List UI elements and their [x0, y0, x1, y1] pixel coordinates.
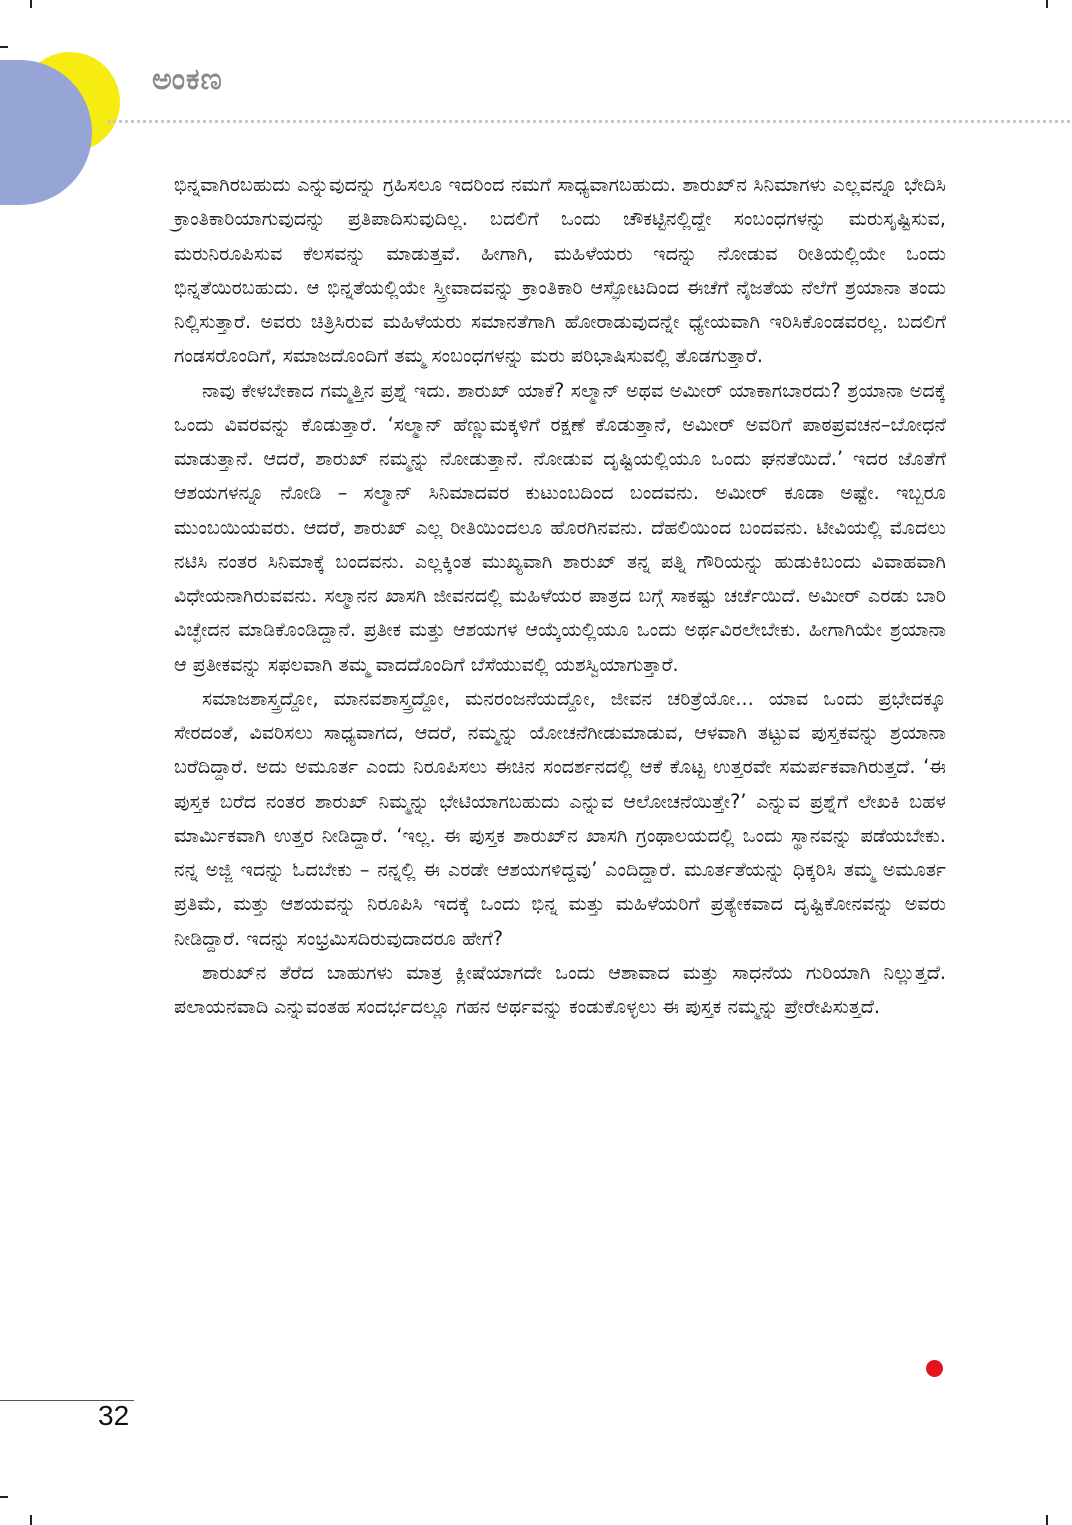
crop-mark-bottom-right [1046, 1515, 1048, 1525]
article-body [174, 168, 946, 1024]
article-paragraph: ನಾವು ಕೇಳಬೇಕಾದ ಗಮ್ಮತ್ತಿನ ಪ್ರಶ್ನೆ ಇದು. ಶಾರುಖ್ ಯಾಕೆ? ಸಲ್ಮಾನ್ ಅಥವ ಅಮೀರ್ ಯಾಕಾಗಬಾರದು? ಶ್ರಯಾನಾ ಅದಕ್ಕೆ ಒಂದು ವಿವರವನ್ನು ಕೊಡುತ್ತಾರೆ. ‘ಸಲ್ಮಾನ್ ಹೆಣ್ಣುಮಕ್ಕಳಿಗೆ ರಕ್ಷಣೆ ಕೊಡುತ್ತಾನೆ, ಅಮೀರ್ ಅವರಿಗೆ ಪಾಠಪ್ರವಚನ–ಬೋಧನೆ ಮಾಡುತ್ತಾನೆ. ಆದರೆ, ಶಾರುಖ್ ನಮ್ಮನ್ನು ನೋಡುತ್ತಾನೆ. ನೋಡುವ ದೃಷ್ಟಿಯಲ್ಲಿಯೂ ಒಂದು ಘನತೆಯಿದೆ.’ ಇದರ ಜೊತೆಗೆ ಆಶಯಗಳನ್ನೂ ನೋಡಿ – ಸಲ್ಮಾನ್ ಸಿನಿಮಾದವರ ಕುಟುಂಬದಿಂದ ಬಂದವನು. ಅಮೀರ್ ಕೂಡಾ ಅಷ್ಟೇ. ಇಬ್ಬರೂ ಮುಂಬಯಿಯವರು. ಆದರೆ, ಶಾರುಖ್ ಎಲ್ಲ ರೀತಿಯಿಂದಲೂ ಹೊರಗಿನವನು. ದೆಹಲಿಯಿಂದ ಬಂದವನು. ಟೀವಿಯಲ್ಲಿ ಮೊದಲು ನಟಿಸಿ ನಂತರ ಸಿನಿಮಾಕ್ಕೆ ಬಂದವನು. ಎಲ್ಲಕ್ಕಿಂತ ಮುಖ್ಯವಾಗಿ ಶಾರುಖ್ ತನ್ನ ಪತ್ನಿ ಗೌರಿಯನ್ನು ಹುಡುಕಿಬಂದು ವಿವಾಹವಾಗಿ ವಿಧೇಯನಾಗಿರುವವನು. ಸಲ್ಮಾನನ ಖಾಸಗಿ ಜೀವನದಲ್ಲಿ ಮಹಿಳೆಯರ ಪಾತ್ರದ ಬಗ್ಗೆ ಸಾಕಷ್ಟು ಚರ್ಚೆಯಿದೆ. ಅಮೀರ್ ಎರಡು ಬಾರಿ ವಿಚ್ಛೇದನ ಮಾಡಿಕೊಂಡಿದ್ದಾನೆ. ಪ್ರತೀಕ ಮತ್ತು ಆಶಯಗಳ ಆಯ್ಕೆಯಲ್ಲಿಯೂ ಒಂದು ಅರ್ಥವಿರಲೇಬೇಕು. ಹೀಗಾಗಿಯೇ ಶ್ರಯಾನಾ ಆ ಪ್ರತೀಕವನ್ನು ಸಫಲವಾಗಿ ತಮ್ಮ ವಾದದೊಂದಿಗೆ ಬೆಸೆಯುವಲ್ಲಿ ಯಶಸ್ವಿಯಾಗುತ್ತಾರೆ. [174, 378, 946, 676]
crop-mark-top-left-side [0, 46, 8, 48]
page-number: 32 [98, 1400, 130, 1431]
article-paragraph: ಭಿನ್ನವಾಗಿರಬಹುದು ಎನ್ನುವುದನ್ನು ಗ್ರಹಿಸಲೂ ಇದರಿಂದ ನಮಗೆ ಸಾಧ್ಯವಾಗಬಹುದು. ಶಾರುಖ್‌ನ ಸಿನಿಮಾಗಳು ಎಲ್ಲವನ್ನೂ ಭೇದಿಸಿ ಕ್ರಾಂತಿಕಾರಿಯಾಗುವುದನ್ನು ಪ್ರತಿಪಾದಿಸುವುದಿಲ್ಲ. ಬದಲಿಗೆ ಒಂದು ಚೌಕಟ್ಟಿನಲ್ಲಿದ್ದೇ ಸಂಬಂಧಗಳನ್ನು ಮರುಸೃಷ್ಟಿಸುವ, ಮರುನಿರೂಪಿಸುವ ಕೆಲಸವನ್ನು ಮಾಡುತ್ತವೆ. ಹೀಗಾಗಿ, ಮಹಿಳೆಯರು ಇದನ್ನು ನೋಡುವ ರೀತಿಯಲ್ಲಿಯೇ ಒಂದು ಭಿನ್ನತೆಯಿರಬಹುದು. ಆ ಭಿನ್ನತೆಯಲ್ಲಿಯೇ ಸ್ತ್ರೀವಾದವನ್ನು ಕ್ರಾಂತಿಕಾರಿ ಆಸ್ಫೋಟದಿಂದ ಈಚೆಗೆ ನೈಜತೆಯ ನೆಲೆಗೆ ಶ್ರಯಾನಾ ತಂದು ನಿಲ್ಲಿಸುತ್ತಾರೆ. ಅವರು ಚಿತ್ರಿಸಿರುವ ಮಹಿಳೆಯರು ಸಮಾನತೆಗಾಗಿ ಹೋರಾಡುವುದನ್ನೇ ಧ್ಯೇಯವಾಗಿ ಇರಿಸಿಕೊಂಡವರಲ್ಲ. ಬದಲಿಗೆ ಗಂಡಸರೊಂದಿಗೆ, ಸಮಾಜದೊಂದಿಗೆ ತಮ್ಮ ಸಂಬಂಧಗಳನ್ನು ಮರು ಪರಿಭಾಷಿಸುವಲ್ಲಿ ತೊಡಗುತ್ತಾರೆ. [174, 173, 946, 368]
crop-mark-top-right [1046, 0, 1048, 8]
crop-mark-top-left [30, 0, 32, 8]
header-dotted-divider [108, 120, 1070, 123]
crop-mark-bottom-left-side [0, 1496, 8, 1498]
crop-mark-bottom-left [30, 1515, 32, 1525]
section-title: ಅಂಕಣ [152, 62, 223, 97]
article-paragraph: ಸಮಾಜಶಾಸ್ತ್ರದ್ದೋ, ಮಾನವಶಾಸ್ತ್ರದ್ದೋ, ಮನರಂಜನೆಯದ್ದೋ, ಜೀವನ ಚರಿತ್ರೆಯೋ... ಯಾವ ಒಂದು ಪ್ರಭೇದಕ್ಕೂ ಸೇರದಂತೆ, ವಿವರಿಸಲು ಸಾಧ್ಯವಾಗದ, ಆದರೆ, ನಮ್ಮನ್ನು ಯೋಚನೆಗೀಡುಮಾಡುವ, ಆಳವಾಗಿ ತಟ್ಟುವ ಪುಸ್ತಕವನ್ನು ಶ್ರಯಾನಾ ಬರೆದಿದ್ದಾರೆ. ಅದು ಅಮೂರ್ತ ಎಂದು ನಿರೂಪಿಸಲು ಈಚಿನ ಸಂದರ್ಶನದಲ್ಲಿ ಆಕೆ ಕೊಟ್ಟ ಉತ್ತರವೇ ಸಮರ್ಪಕವಾಗಿರುತ್ತದೆ. ‘ಈ ಪುಸ್ತಕ ಬರೆದ ನಂತರ ಶಾರುಖ್ ನಿಮ್ಮನ್ನು ಭೇಟಿಯಾಗಬಹುದು ಎನ್ನುವ ಆಲೋಚನೆಯಿತ್ತೇ?’ ಎನ್ನುವ ಪ್ರಶ್ನೆಗೆ ಲೇಖಕಿ ಬಹಳ ಮಾರ್ಮಿಕವಾಗಿ ಉತ್ತರ ನೀಡಿದ್ದಾರೆ. ‘ಇಲ್ಲ. ಈ ಪುಸ್ತಕ ಶಾರುಖ್‌ನ ಖಾಸಗಿ ಗ್ರಂಥಾಲಯದಲ್ಲಿ ಒಂದು ಸ್ಥಾನವನ್ನು ಪಡೆಯಬೇಕು. ನನ್ನ ಅಜ್ಜಿ ಇದನ್ನು ಓದಬೇಕು – ನನ್ನಲ್ಲಿ ಈ ಎರಡೇ ಆಶಯಗಳಿದ್ದವು’ ಎಂದಿದ್ದಾರೆ. ಮೂರ್ತತೆಯನ್ನು ಧಿಕ್ಕರಿಸಿ ತಮ್ಮ ಅಮೂರ್ತ ಪ್ರತಿಮೆ, ಮತ್ತು ಆಶಯವನ್ನು ನಿರೂಪಿಸಿ ಇದಕ್ಕೆ ಒಂದು ಭಿನ್ನ ಮತ್ತು ಮಹಿಳೆಯರಿಗೆ ಪ್ರತ್ಯೇಕವಾದ ದೃಷ್ಟಿಕೋನವನ್ನು ಅವರು ನೀಡಿದ್ದಾರೆ. ಇದನ್ನು ಸಂಭ್ರಮಿಸದಿರುವುದಾದರೂ ಹೇಗೆ? [174, 686, 946, 950]
article-end-marker [926, 1360, 943, 1377]
article-paragraph: ಶಾರುಖ್‌ನ ತೆರೆದ ಬಾಹುಗಳು ಮಾತ್ರ ಕ್ಲೀಷೆಯಾಗದೇ ಒಂದು ಆಶಾವಾದ ಮತ್ತು ಸಾಧನೆಯ ಗುರಿಯಾಗಿ ನಿಲ್ಲುತ್ತದೆ. ಪಲಾಯನವಾದಿ ಎನ್ನುವಂತಹ ಸಂದರ್ಭದಲ್ಲೂ ಗಹನ ಅರ್ಥವನ್ನು ಕಂಡುಕೊಳ್ಳಲು ಈ ಪುಸ್ತಕ ನಮ್ಮನ್ನು ಪ್ರೇರೇಪಿಸುತ್ತದೆ. [174, 960, 946, 1018]
